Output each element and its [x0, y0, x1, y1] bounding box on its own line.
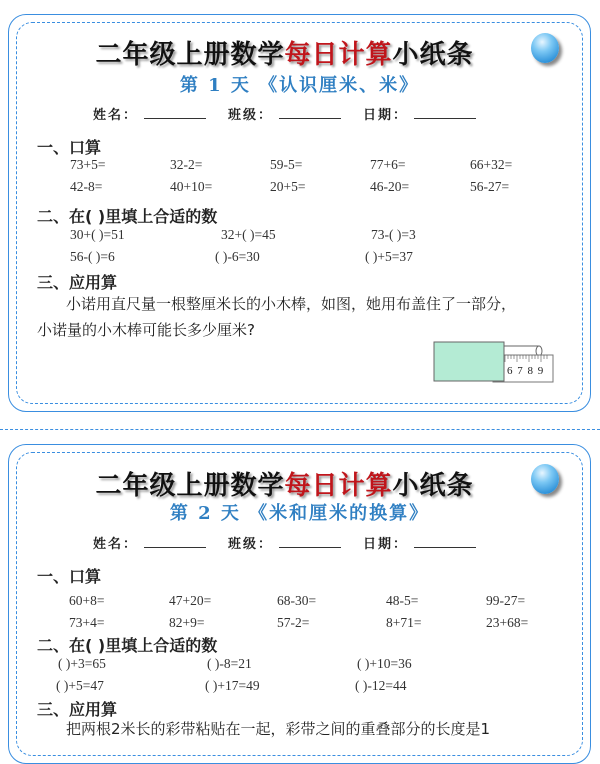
name-blank[interactable]: [144, 107, 206, 119]
oral-item: 46-20=: [370, 179, 410, 194]
ball-icon: [531, 33, 559, 63]
student-info-line: 姓名： 班级： 日期：: [93, 533, 498, 552]
fill-item: 32+( )=45: [221, 227, 276, 242]
oral-item: 23+68=: [486, 615, 529, 630]
worksheet-card-day2: [8, 444, 591, 764]
section-oral-heading: 一、口算: [37, 567, 102, 586]
fill-item: ( )+10=36: [357, 656, 412, 671]
oral-item: 99-27=: [486, 593, 526, 608]
student-info-line: 姓名： 班级： 日期：: [93, 104, 498, 123]
oral-item: 73+5=: [70, 157, 106, 172]
oral-item: 73+4=: [69, 615, 105, 630]
day-subtitle: 第 2 天 《米和厘米的换算》: [169, 503, 430, 524]
day-subtitle: 第 1 天 《认识厘米、米》: [179, 75, 420, 96]
oral-item: 32-2=: [170, 157, 203, 172]
fill-item: 30+( )=51: [70, 227, 125, 242]
worksheet-title: 二年级上册数学每日计算小纸条: [95, 471, 474, 501]
worksheet-card-day1: [8, 14, 591, 412]
ball-icon: [531, 464, 559, 494]
oral-item: 60+8=: [69, 593, 105, 608]
oral-item: 68-30=: [277, 593, 317, 608]
fill-item: 73-( )=3: [371, 227, 416, 242]
problem-text: 小诺用直尺量一根整厘米长的小木棒，如图，她用布盖住了一部分，: [66, 295, 517, 313]
section-fill-heading: 二、在( )里填上合适的数: [37, 207, 218, 226]
section-oral-heading: 一、口算: [37, 138, 102, 157]
section-word-problem-heading: 三、应用算: [37, 273, 118, 292]
fill-item: ( )-6=30: [215, 249, 260, 264]
oral-item: 40+10=: [170, 179, 213, 194]
ruler-illustration: [433, 341, 555, 383]
oral-item: 42-8=: [70, 179, 103, 194]
oral-item: 48-5=: [386, 593, 419, 608]
worksheet-title: 二年级上册数学每日计算小纸条: [95, 40, 474, 70]
oral-item: 8+71=: [386, 615, 422, 630]
cut-line-divider: [0, 429, 600, 430]
section-fill-heading: 二、在( )里填上合适的数: [37, 636, 218, 655]
ruler-numbers: 6 7 8 9: [507, 365, 545, 377]
oral-item: 59-5=: [270, 157, 303, 172]
class-blank[interactable]: [279, 107, 341, 119]
date-blank[interactable]: [414, 107, 476, 119]
class-blank[interactable]: [279, 536, 341, 548]
oral-item: 47+20=: [169, 593, 212, 608]
section-word-problem-heading: 三、应用算: [37, 700, 118, 719]
fill-item: ( )+17=49: [205, 678, 260, 693]
date-blank[interactable]: [414, 536, 476, 548]
fill-item: ( )+5=47: [56, 678, 104, 693]
fill-item: ( )-12=44: [355, 678, 407, 693]
oral-item: 77+6=: [370, 157, 406, 172]
oral-item: 57-2=: [277, 615, 310, 630]
oral-item: 56-27=: [470, 179, 510, 194]
oral-item: 82+9=: [169, 615, 205, 630]
fill-item: ( )+3=65: [58, 656, 106, 671]
fill-item: ( )-8=21: [207, 656, 252, 671]
problem-text: 小诺量的小木棒可能长多少厘米?: [37, 321, 255, 339]
oral-item: 20+5=: [270, 179, 306, 194]
name-blank[interactable]: [144, 536, 206, 548]
fill-item: 56-( )=6: [70, 249, 115, 264]
fill-item: ( )+5=37: [365, 249, 413, 264]
problem-text: 把两根2米长的彩带粘贴在一起，彩带之间的重叠部分的长度是1: [66, 720, 491, 738]
oral-item: 66+32=: [470, 157, 513, 172]
